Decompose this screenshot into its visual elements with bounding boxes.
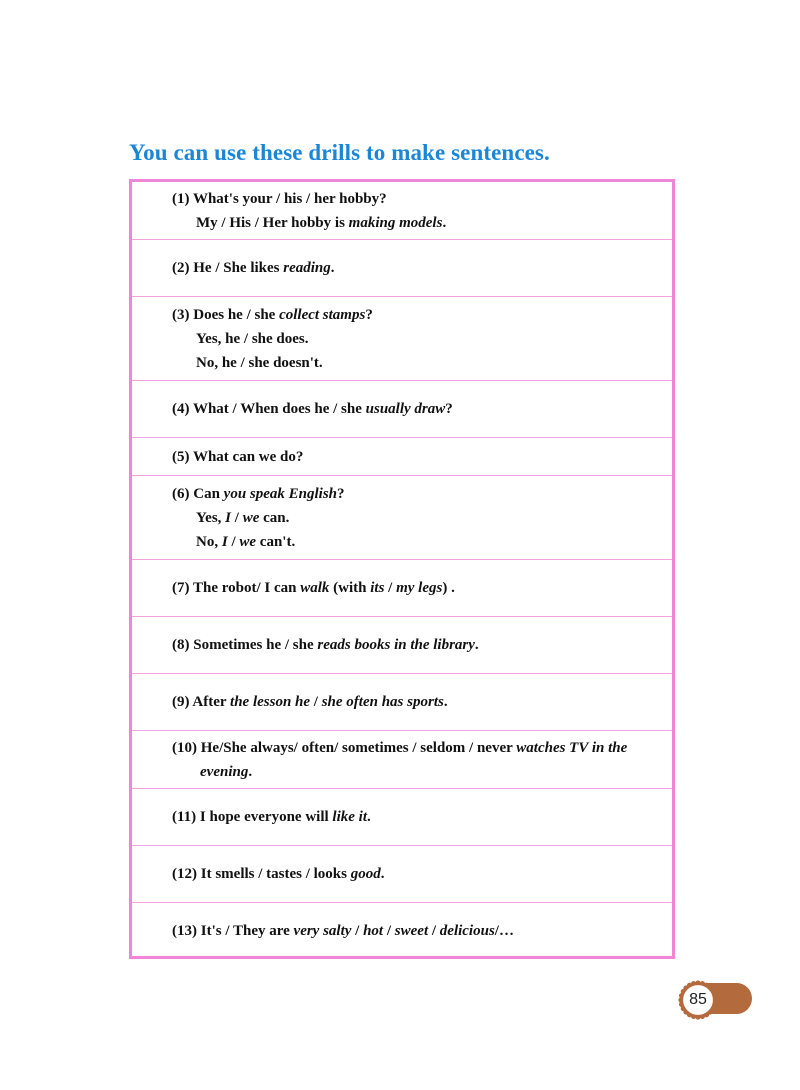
drill-italic-text: reading [283, 260, 331, 276]
drill-text: . [366, 809, 371, 825]
drill-italic-text: she often has sports [321, 694, 444, 710]
drill-text: (9) After [172, 694, 231, 710]
drill-row-3 [132, 297, 672, 381]
drill-text: / [310, 694, 322, 710]
drill-text: (6) Can [172, 485, 224, 502]
drill-italic-text: sweet [394, 923, 429, 939]
drill-line [172, 530, 664, 554]
page-heading: You can use these drills to make sentences. [129, 140, 550, 165]
drill-line [172, 327, 664, 351]
drill-italic-text: good [350, 866, 381, 882]
drill-text: ? [337, 485, 345, 502]
drill-text: Yes, he / she does. [196, 330, 309, 347]
drill-text: can't. [256, 533, 296, 550]
drill-line [172, 445, 664, 469]
drill-line [172, 805, 664, 829]
drill-italic-text: the lesson he [230, 694, 311, 710]
drill-text: No, [196, 533, 222, 550]
drill-italic-text: hot [363, 923, 384, 939]
drill-text: . [443, 694, 448, 710]
drill-italic-text: walk [300, 580, 330, 596]
drill-text: ? [445, 401, 453, 417]
drill-text: (2) He / She likes [172, 260, 284, 276]
drill-italic-text: we [242, 509, 260, 526]
drill-italic-text: evening [200, 763, 249, 780]
drill-line [172, 256, 664, 280]
drill-line [172, 919, 664, 943]
drill-text: Yes, [196, 509, 226, 526]
drill-text: (5) What can we do? [172, 448, 304, 465]
drill-row-9 [132, 674, 672, 731]
drill-line [172, 760, 664, 784]
drill-text: / [351, 923, 364, 939]
drill-line [172, 690, 664, 714]
page-number: 85 [689, 991, 707, 1008]
drill-row-4 [132, 381, 672, 438]
drill-text: (10) He/She always/ often/ sometimes / seldom / never [172, 739, 517, 756]
drill-italic-text: making models [348, 214, 443, 231]
drill-italic-text: reads books in the library [317, 637, 475, 653]
drill-text: (8) Sometimes he / she [172, 637, 318, 653]
drill-italic-text: very salty [293, 923, 352, 939]
drill-text: (11) I hope everyone will [172, 809, 333, 825]
drill-italic-text: like it [332, 809, 367, 825]
drills-table [129, 179, 675, 959]
drill-text: (7) The robot/ I can [172, 580, 301, 596]
drill-italic-text: collect stamps [279, 306, 366, 323]
drill-line [172, 576, 664, 600]
drill-text: . [474, 637, 479, 653]
drill-line [172, 736, 664, 760]
drill-row-13 [132, 903, 672, 959]
drill-row-7 [132, 560, 672, 617]
drill-text: (12) It smells / tastes / looks [172, 866, 351, 882]
drill-italic-text: I [225, 509, 232, 526]
drill-row-8 [132, 617, 672, 674]
drill-text: (with [329, 580, 371, 596]
drill-italic-text: usually draw [365, 401, 446, 417]
drill-text: / [383, 923, 395, 939]
drill-text: (3) Does he / she [172, 306, 280, 323]
drill-text: No, he / she doesn't. [196, 354, 323, 371]
drill-row-10 [132, 731, 672, 789]
drill-text: ? [365, 306, 373, 323]
drill-line [172, 506, 664, 530]
drill-row-11 [132, 789, 672, 846]
drill-italic-text: its [370, 580, 385, 596]
drill-text: . [380, 866, 385, 882]
drill-text: . [330, 260, 335, 276]
drill-text: / [231, 509, 243, 526]
drill-text: can. [259, 509, 290, 526]
drill-text: /… [494, 923, 514, 939]
drill-text: My / His / Her hobby is [196, 214, 349, 231]
drill-line [172, 397, 664, 421]
drill-text: / [428, 923, 440, 939]
drill-row-5 [132, 438, 672, 476]
drill-row-6 [132, 476, 672, 560]
drill-italic-text: delicious [439, 923, 495, 939]
drill-text: ) . [442, 580, 455, 596]
drill-text: / [384, 580, 397, 596]
drill-line [172, 482, 664, 506]
drill-text: . [442, 214, 447, 231]
drill-line [172, 187, 664, 211]
drill-text: . [248, 763, 253, 780]
drill-italic-text: I [221, 533, 228, 550]
drill-line [172, 303, 664, 327]
drill-italic-text: my legs [396, 580, 443, 596]
drill-row-1 [132, 182, 672, 240]
drill-text: / [227, 533, 240, 550]
drill-row-2 [132, 240, 672, 297]
drill-text: (13) It's / They are [172, 923, 294, 939]
drill-text: (1) What's your / his / her hobby? [172, 190, 387, 207]
drill-line [172, 862, 664, 886]
drill-line [172, 211, 664, 235]
drill-italic-text: watches TV in the [516, 739, 628, 756]
drill-text: (4) What / When does he / she [172, 401, 366, 417]
drill-italic-text: you speak English [223, 485, 338, 502]
drill-italic-text: we [239, 533, 257, 550]
drill-line [172, 351, 664, 375]
drill-line [172, 633, 664, 657]
drill-row-12 [132, 846, 672, 903]
